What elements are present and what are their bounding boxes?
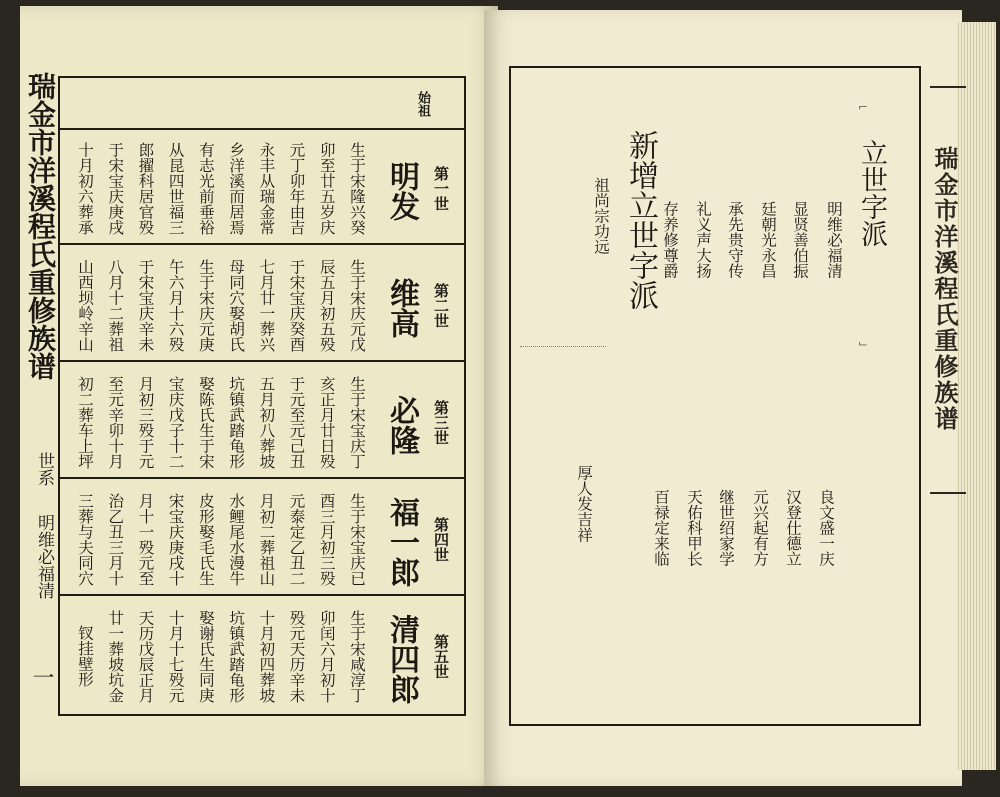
note-column: 廿一葬坡坑金 [106, 609, 125, 703]
note-column: 五月初八葬坡 [257, 375, 276, 469]
generation-label: 第五世 [432, 633, 450, 679]
note-column: 元丁卯年由吉 [287, 141, 306, 235]
generation-names: 必隆 [384, 395, 419, 455]
new-poem-top: 祖尚宗功远 [592, 177, 610, 255]
generation-names: 福一郎 [384, 497, 419, 587]
note-column: 七月廿一葬兴 [257, 258, 276, 352]
note-column: 坑镇武踏龟形 [227, 609, 246, 703]
generation-label: 第四世 [432, 516, 450, 562]
table-header [60, 78, 464, 130]
section-title: 立世字派 [856, 139, 887, 247]
generation-notes [64, 370, 364, 474]
generation-notes [64, 253, 364, 357]
poem-top-column: 存养修尊爵 [661, 201, 679, 279]
note-column: 生于宋宝庆已 [347, 492, 366, 586]
note-column: 于宋宝庆癸酉 [287, 258, 306, 352]
new-section-title: 新增立世字派 [623, 130, 658, 310]
note-column: 八月十二葬祖 [106, 258, 125, 352]
note-column: 亥正月廿日殁 [317, 375, 336, 469]
note-column: 永丰从瑞金常 [257, 141, 276, 235]
note-column: 治乙丑三月十 [106, 492, 125, 586]
note-column: 至元辛卯十月 [106, 375, 125, 469]
generation-names: 维高 [384, 278, 419, 338]
margin-names: 明维必福清 [34, 513, 54, 599]
generation-label: 第二世 [432, 282, 450, 328]
poem-top-column: 显贤善伯振 [791, 201, 809, 279]
generation-row [60, 128, 464, 245]
note-column: 水鲤尾水漫牛 [227, 492, 246, 586]
note-column: 辰五月初五殁 [317, 258, 336, 352]
note-column: 山西坝岭辛山 [76, 258, 94, 352]
generation-names: 明发 [384, 161, 419, 221]
note-column: 坑镇武踏龟形 [227, 375, 246, 469]
poem-top-column: 廷朝光永昌 [759, 201, 777, 279]
dotted-line [520, 346, 606, 347]
note-column: 月初二葬祖山 [257, 492, 276, 586]
header-label: 始祖 [415, 91, 430, 117]
note-column: 于宋宝庆辛未 [136, 258, 155, 352]
note-column: 宋宝庆庚戌十 [166, 492, 185, 586]
note-column: 酉三月初三殁 [317, 492, 336, 586]
note-column: 月十一殁元至 [136, 492, 155, 586]
note-column: 午六月十六殁 [166, 258, 185, 352]
note-column: 生于宋庆元戊 [347, 258, 366, 352]
generation-row [60, 245, 464, 362]
genealogy-table [58, 76, 466, 716]
note-column: 卯至廿五岁庆 [317, 141, 336, 235]
note-column: 卯闰六月初十 [317, 609, 336, 703]
note-column: 十月十七殁元 [166, 609, 185, 703]
generation-label: 第一世 [432, 165, 450, 211]
note-column: 娶谢氏生同庚 [196, 609, 215, 703]
poem-top-column: 明维必福清 [825, 201, 843, 279]
note-column: 皮形娶毛氏生 [196, 492, 215, 586]
note-column: 郎擢科居官殁 [136, 141, 155, 235]
note-column: 于宋宝庆庚戌 [106, 141, 125, 235]
new-poem-bottom: 厚人发吉祥 [575, 465, 593, 543]
note-column: 有志光前垂裕 [196, 141, 215, 235]
note-column: 宝庆戊子十二 [166, 375, 185, 469]
poem-bottom-column: 良文盛一庆 [817, 489, 835, 567]
note-column: 三葬与夫同穴 [76, 492, 94, 586]
note-column: 钗挂壁形 [76, 625, 94, 687]
generation-notes [64, 136, 364, 240]
corner-mark: ⌐ [858, 100, 869, 114]
note-column: 殁元天历辛未 [287, 609, 306, 703]
note-column: 月初三殁于元 [136, 375, 155, 469]
note-column: 初二葬车上坪 [76, 375, 94, 469]
note-column: 乡洋溪而居焉 [227, 141, 246, 235]
generation-notes [64, 487, 364, 591]
note-column: 生于宋隆兴癸 [347, 141, 366, 235]
poem-bottom-column: 继世绍家学 [717, 489, 735, 567]
generation-notes [64, 604, 364, 708]
poem-top-column: 礼义声大扬 [694, 201, 712, 279]
generation-label: 第三世 [432, 399, 450, 445]
generation-row [60, 362, 464, 479]
note-column: 元泰定乙丑二 [287, 492, 306, 586]
poem-bottom-column: 天佑科甲长 [685, 489, 703, 567]
note-column: 十月初六葬承 [76, 141, 94, 235]
spine-title: 瑞金市洋溪程氏重修族谱 [24, 72, 57, 380]
margin-section: 世系 [34, 452, 54, 486]
note-column: 于元至元己丑 [287, 375, 306, 469]
corner-mark: ⌙ [858, 336, 869, 350]
note-column: 娶陈氏生于宋 [196, 375, 215, 469]
note-column: 生于宋咸淳丁 [347, 609, 366, 703]
edge-title: 瑞金市洋溪程氏重修族谱 [930, 146, 959, 432]
note-column: 母同穴娶胡氏 [227, 258, 246, 352]
poem-bottom-column: 汉登仕德立 [784, 489, 802, 567]
poem-top-column: 承先贵守传 [726, 201, 744, 279]
generation-row [60, 479, 464, 596]
poem-bottom-column: 元兴起有方 [751, 489, 769, 567]
generation-row [60, 596, 464, 711]
generation-names: 清四郎 [384, 614, 419, 704]
note-column: 生于宋宝庆丁 [347, 375, 366, 469]
note-column: 天历戊辰正月 [136, 609, 155, 703]
note-column: 从昆四世福三 [166, 141, 185, 235]
note-column: 十月初四葬坡 [257, 609, 276, 703]
page-number: 一 [29, 666, 54, 688]
poem-bottom-column: 百禄定来临 [652, 489, 670, 567]
note-column: 生于宋庆元庚 [196, 258, 215, 352]
